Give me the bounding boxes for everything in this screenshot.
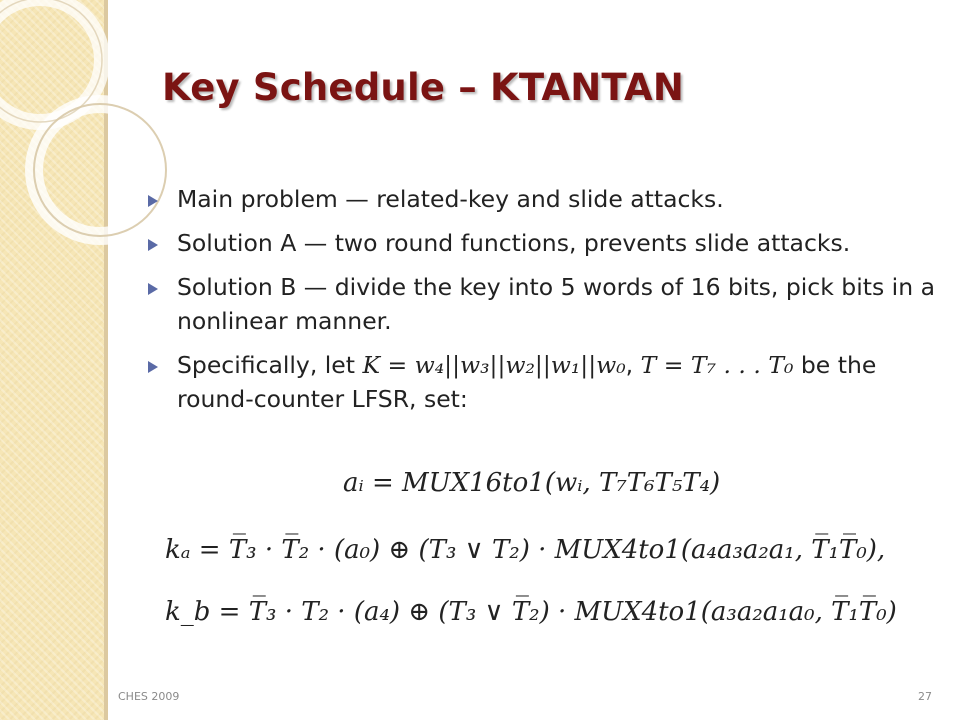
bullet-arrow-icon	[148, 361, 158, 373]
bullet-item	[145, 348, 945, 416]
bullet-arrow-icon	[148, 239, 158, 251]
footer-conference: CHES 2009	[118, 690, 180, 703]
bullet-item	[145, 182, 945, 216]
equation-ai: aᵢ = MUX16to1(wᵢ, T₇T₆T₅T₄)	[343, 468, 721, 498]
bullet-text-part: ,	[625, 351, 641, 379]
bullet-text: Main problem — related-key and slide attacks.	[177, 185, 724, 213]
bullet-text: Solution A — two round functions, prevents slide attacks.	[177, 229, 851, 257]
bullet-item	[145, 270, 945, 338]
bullet-text-part: be the round-counter LFSR, set:	[177, 351, 877, 413]
footer-page-number: 27	[918, 690, 932, 703]
bullet-arrow-icon	[148, 283, 158, 295]
bullet-text-part: Specifically, let	[177, 351, 363, 379]
equation-ka: kₐ = T̅₃ · T̅₂ · (a₀) ⊕ (T₃ ∨ T₂) · MUX4to1(a₄a₃a₂a₁, T̅₁T̅₀),	[165, 535, 886, 565]
bullet-arrow-icon	[148, 195, 158, 207]
bullet-text: Solution B — divide the key into 5 words of 16 bits, pick bits in a nonlinear manner.	[177, 273, 935, 335]
bullet-list	[145, 182, 945, 426]
equation-kb: k_b = T̅₃ · T₂ · (a₄) ⊕ (T₃ ∨ T̅₂) · MUX4to1(a₃a₂a₁a₀, T̅₁T̅₀)	[165, 597, 897, 627]
slide-title: Key Schedule – KTANTAN	[162, 66, 685, 109]
bullet-item	[145, 226, 945, 260]
counter-definition: T = T₇ . . . T₀	[640, 351, 794, 379]
key-definition: K = w₄||w₃||w₂||w₁||w₀	[362, 351, 626, 379]
